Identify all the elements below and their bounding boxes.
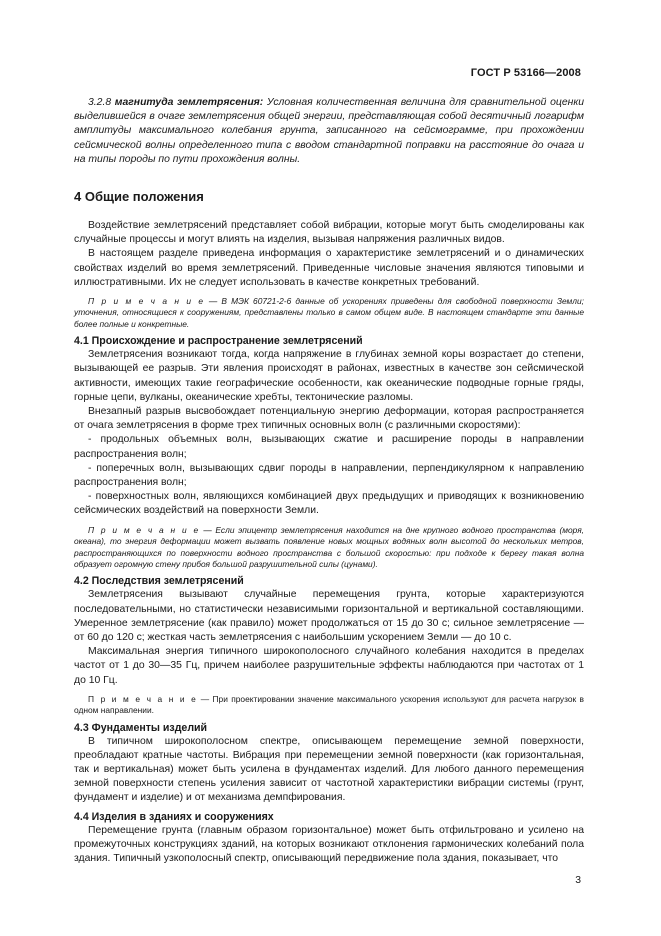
clause-text: Условная количественная величина для сравнительной оценки выделившейся в очаге землетрясения общей энергии, представляющая собой десятичный логарифм амплитуды максимального колебания грунта, записанного на сейсмограмме, при прохождении сейсмической волны определенного типа с вводом стандартной поправки на расстояние до очага и на типы породы по пути прохождения волны.	[74, 97, 585, 165]
note	[74, 694, 584, 717]
note	[74, 296, 584, 330]
subsection-paragraph: В типичном широкополосном спектре, описывающем перемещение земной поверхности, преобладают кратные частоты. Вибрация при перемещении земной поверхности (как горизонтальная, так и вертикальная) может быть усилена в фундаментах изделий. Для любого данного перемещения земной поверхности степень усиления зависит от частотной характеристики вибрации системы (грунт, фундамент и изделие) и от механизма демпфирования.	[74, 735, 584, 804]
note-text: — Если эпицентр землетрясения находится на дне крупного водного пространства (моря, океана), то энергия деформации может вызвать появление новых мощных водяных волн высотой до нескольких метров, распространяющихся по поверхности водного пространства с большой скоростью: при подходе к берегу такая волна образует огромную стену прибоя большой разрушительной силы (цунами).	[74, 524, 584, 569]
clause-term: магнитуда землетрясения:	[114, 97, 264, 108]
section-4-paragraph: Воздействие землетрясений представляет собой вибрации, которые могут быть смоделированы как случайные процессы и могут влиять на изделия, вызывая напряжения различных видов.	[74, 220, 584, 246]
document-code: ГОСТ Р 53166—2008	[470, 67, 581, 79]
note	[74, 525, 584, 571]
subsection-paragraph: Землетрясения возникают тогда, когда напряжение в глубинах земной коры возрастает до степени, вызывающей ее разрыв. Эти явления происходят в районах, известных в качестве зон сейсмической активности, имеющих такие географические особенности, как океанические подводные горные гряды, горные цепи, вулканы, океанические хребты, тектонические разломы.	[74, 349, 584, 403]
subsection-4-4-title: 4.4 Изделия в зданиях и сооружениях	[74, 810, 274, 823]
subsection-paragraph: Внезапный разрыв высвобождает потенциальную энергию деформации, которая распространяется от очага землетрясения в форме трех типичных основных волн (с различными скоростями):	[74, 406, 584, 432]
subsection-4-2-title: 4.2 Последствия землетрясений	[74, 575, 244, 588]
page-content	[74, 96, 584, 866]
section-4-title: 4 Общие положения	[74, 189, 204, 205]
page-number: 3	[575, 875, 581, 886]
list-item: - продольных объемных волн, вызывающих сжатие и расширение породы в направлении распространения волн;	[74, 434, 584, 460]
note-text: — При проектировании значение максимального ускорения используют для расчета нагрузок в одном направлении.	[74, 693, 584, 716]
section-4-paragraph: В настоящем разделе приведена информация о характеристике землетрясений и о динамических свойствах изделий во время землетрясений. Приведенные числовые значения являются типовыми и иллюстративными. Их не следует использовать в качестве конкретных требований.	[74, 248, 584, 288]
list-item: - поперечных волн, вызывающих сдвиг породы в направлении, перпендикулярном к направлению распространения волн;	[74, 462, 584, 489]
subsection-paragraph: Перемещение грунта (главным образом горизонтальное) может быть отфильтровано и усилено на промежуточных конструкциях зданий, на которых возникают отклонения гармонических колебаний пола здания. Типичный узкополосный спектр, описывающий передвижение пола здания, показывает, что	[74, 824, 584, 864]
subsection-4-1-title: 4.1 Происхождение и распространение землетрясений	[74, 335, 363, 348]
note-text: — В МЭК 60721-2-6 данные об ускорениях приведены для свободной поверхности Земли; уточнения, относящиеся к сооружениям, представлены только в самом общем виде. В настоящем стандарте эти данные более полные и конкретные.	[74, 296, 584, 329]
note-label: П р и м е ч а н и е	[88, 296, 205, 307]
subsection-paragraph: Землетрясения вызывают случайные перемещения грунта, которые характеризуются последовательными, но статистически независимыми горизонтальной и вертикальной составляющими. Умеренное землетрясение (как правило) может продолжаться от 15 до 30 с; сильное землетрясение — от 60 до 120 с; жесткая часть землетрясения с наибольшим ускорением Земли — до 10 с.	[74, 589, 584, 643]
note-label: П р и м е ч а н и е	[88, 693, 198, 704]
subsection-4-3-title: 4.3 Фундаменты изделий	[74, 721, 208, 734]
list-item: - поверхностных волн, являющихся комбинацией двух предыдущих и приводящих к возникновению сейсмических воздействий на поверхности Земли.	[74, 491, 584, 517]
subsection-paragraph: Максимальная энергия типичного широкополосного случайного колебания находится в пределах частот от 1 до 30—35 Гц, причем наиболее разрушительные эффекты наблюдаются при частотах от 1 до 10 Гц.	[74, 646, 584, 686]
note-label: П р и м е ч а н и е	[88, 524, 200, 535]
clause-number: 3.2.8	[88, 97, 112, 108]
clause-3-2-8	[74, 96, 584, 167]
